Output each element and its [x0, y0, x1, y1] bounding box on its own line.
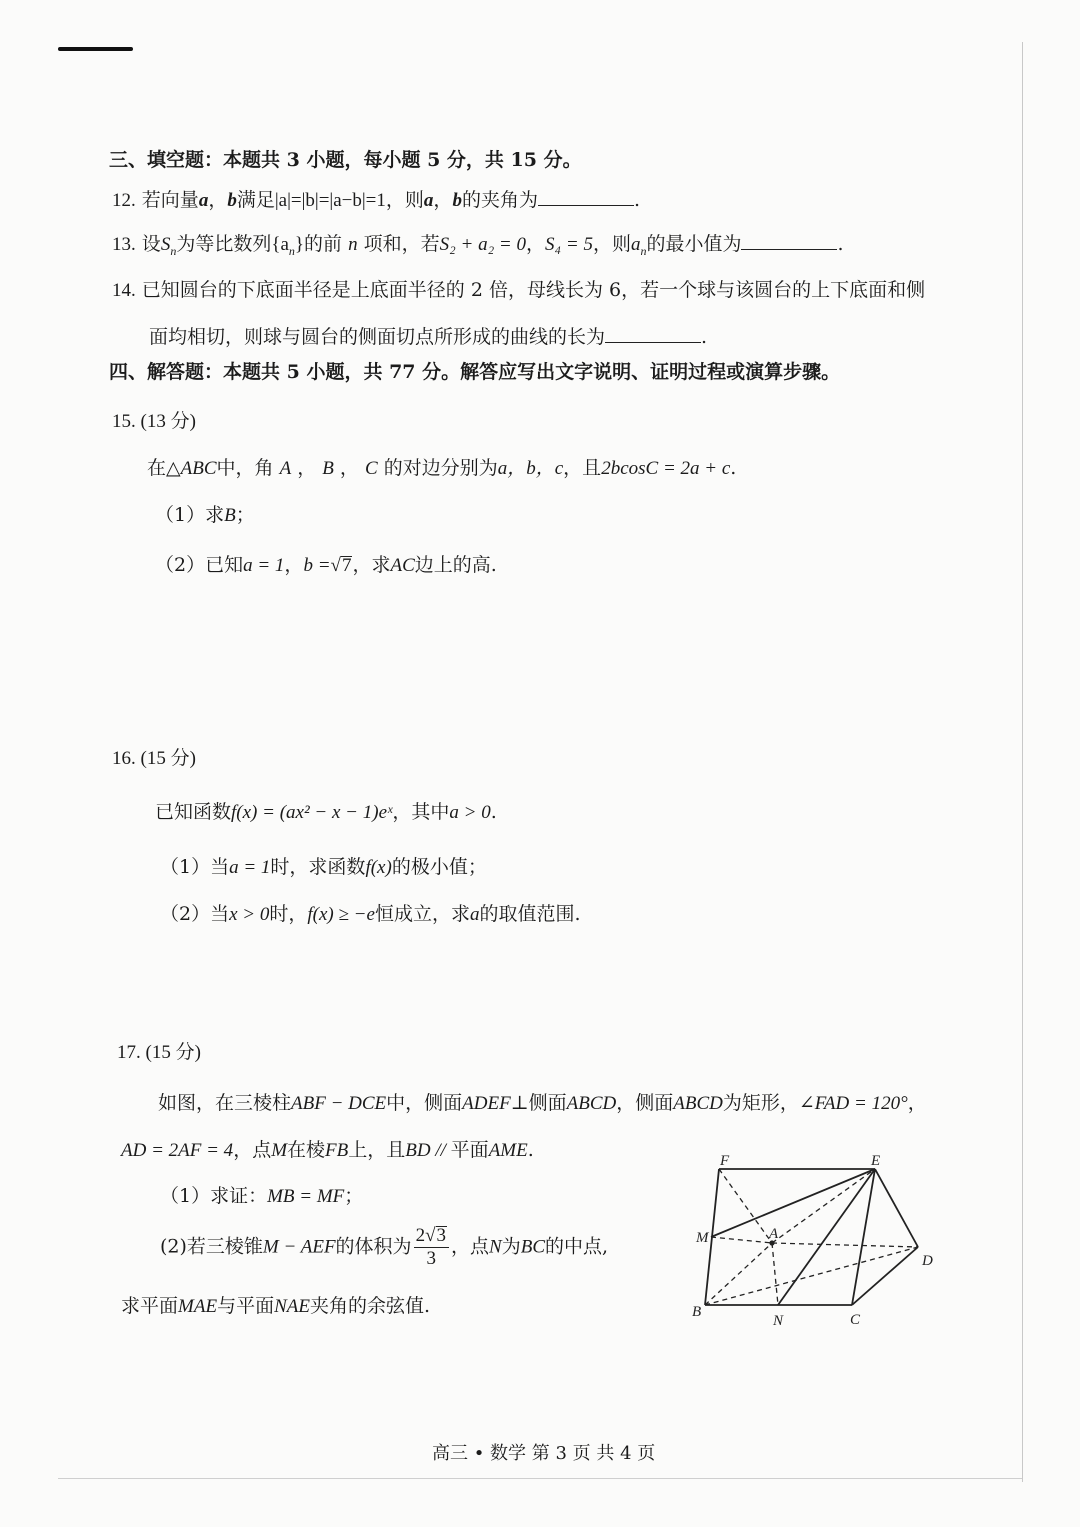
- label-N: N: [773, 1313, 784, 1329]
- q15-equation: 2bcosC = 2a + c: [601, 458, 731, 479]
- question-12: 12. 若向量a，b满足|a|=|b|=|a−b|=1，则a，b的夹角为 .: [112, 189, 640, 211]
- edge-BA: [705, 1243, 772, 1305]
- edge-CD: [852, 1247, 918, 1305]
- question-16-part-2: （2）当x > 0时，f(x) ≥ −e恒成立，求a的取值范围.: [160, 903, 581, 925]
- question-15-header: 15. (13 分): [112, 411, 196, 432]
- label-B: B: [692, 1304, 702, 1320]
- answer-blank-12[interactable]: [538, 189, 634, 206]
- edge-MA: [711, 1237, 772, 1243]
- question-15-part-1: （1）求B；: [155, 504, 255, 526]
- page-footer: 高三 • 数学 第 3 页 共 4 页: [432, 1443, 656, 1464]
- page-edge-bottom: [58, 1478, 1022, 1479]
- label-D: D: [922, 1253, 933, 1269]
- label-M: M: [696, 1230, 709, 1246]
- answer-blank-13[interactable]: [741, 233, 837, 250]
- question-15-stem: 在△ABC中，角 A ， B ， C 的对边分别为a，b，c，且2bcosC = 2a + c.: [147, 457, 737, 479]
- edge-AD: [772, 1243, 918, 1247]
- prism-figure: [680, 1145, 945, 1335]
- question-15-part-2: （2）已知a = 1，b =√7，求AC边上的高.: [155, 554, 497, 576]
- q12-condition: |a|=|b|=|a−b|=1: [274, 190, 386, 211]
- q13-cond1: S₂ + a₂ = 0: [439, 234, 526, 255]
- solid-edges: [705, 1169, 918, 1305]
- label-A: A: [769, 1226, 779, 1242]
- question-17-stem-line-1: 如图，在三棱柱ABF − DCE中，侧面ADEF⊥侧面ABCD，侧面ABCD为矩形，∠FAD = 120°，: [158, 1092, 927, 1114]
- question-17-last-line: 求平面MAE与平面NAE夹角的余弦值.: [121, 1295, 431, 1317]
- label-F: F: [720, 1153, 730, 1169]
- question-14: 14. 已知圆台的下底面半径是上底面半径的 2 倍，母线长为 6，若一个球与该圆台的上下底面和侧: [112, 279, 926, 301]
- question-13: 13. 设$S_n$为等比数列$\{a_n\}$的前 n 项和，若S₂ + a₂ = 0，S₄ = 5，则$a_n$的最小值为 .: [112, 233, 844, 258]
- q16-function: f(x) = (ax² − x − 1)eˣ: [231, 802, 393, 823]
- question-17-stem-line-2: AD = 2AF = 4，点M在棱FB上，且BD // 平面AME.: [121, 1139, 534, 1161]
- edge-AN: [772, 1243, 778, 1305]
- label-E: E: [871, 1153, 881, 1169]
- scan-mark-top: [58, 47, 133, 51]
- question-16-part-1: （1）当a = 1时，求函数f(x)的极小值；: [160, 856, 487, 878]
- edge-FA: [719, 1169, 772, 1243]
- section-4-heading: 四、解答题：本题共 5 小题，共 77 分。解答应写出文字说明、证明过程或演算步骤。: [109, 361, 841, 383]
- question-17-part-2: (2)若三棱锥M − AEF的体积为 $\frac{2√3}{3}$ ，点N为BC的中点,: [160, 1225, 609, 1269]
- answer-blank-14[interactable]: [605, 326, 701, 343]
- section-3-heading: 三、填空题：本题共 3 小题，每小题 5 分，共 15 分。: [109, 149, 582, 171]
- edge-ED: [875, 1169, 918, 1247]
- question-17-part-1: （1）求证：MB = MF；: [160, 1185, 364, 1207]
- question-16-header: 16. (15 分): [112, 748, 196, 769]
- label-C: C: [850, 1312, 861, 1328]
- q13-cond2: S₄ = 5: [545, 234, 593, 255]
- edge-EC: [852, 1169, 875, 1305]
- page-edge-right: [1022, 42, 1023, 1482]
- question-17-header: 17. (15 分): [117, 1042, 201, 1063]
- question-16-stem: 已知函数f(x) = (ax² − x − 1)eˣ，其中a > 0.: [155, 801, 497, 823]
- question-14-line-2: 面均相切，则球与圆台的侧面切点所形成的曲线的长为 .: [149, 326, 708, 348]
- volume-fraction: $\frac{2√3}{3}$: [414, 1225, 449, 1270]
